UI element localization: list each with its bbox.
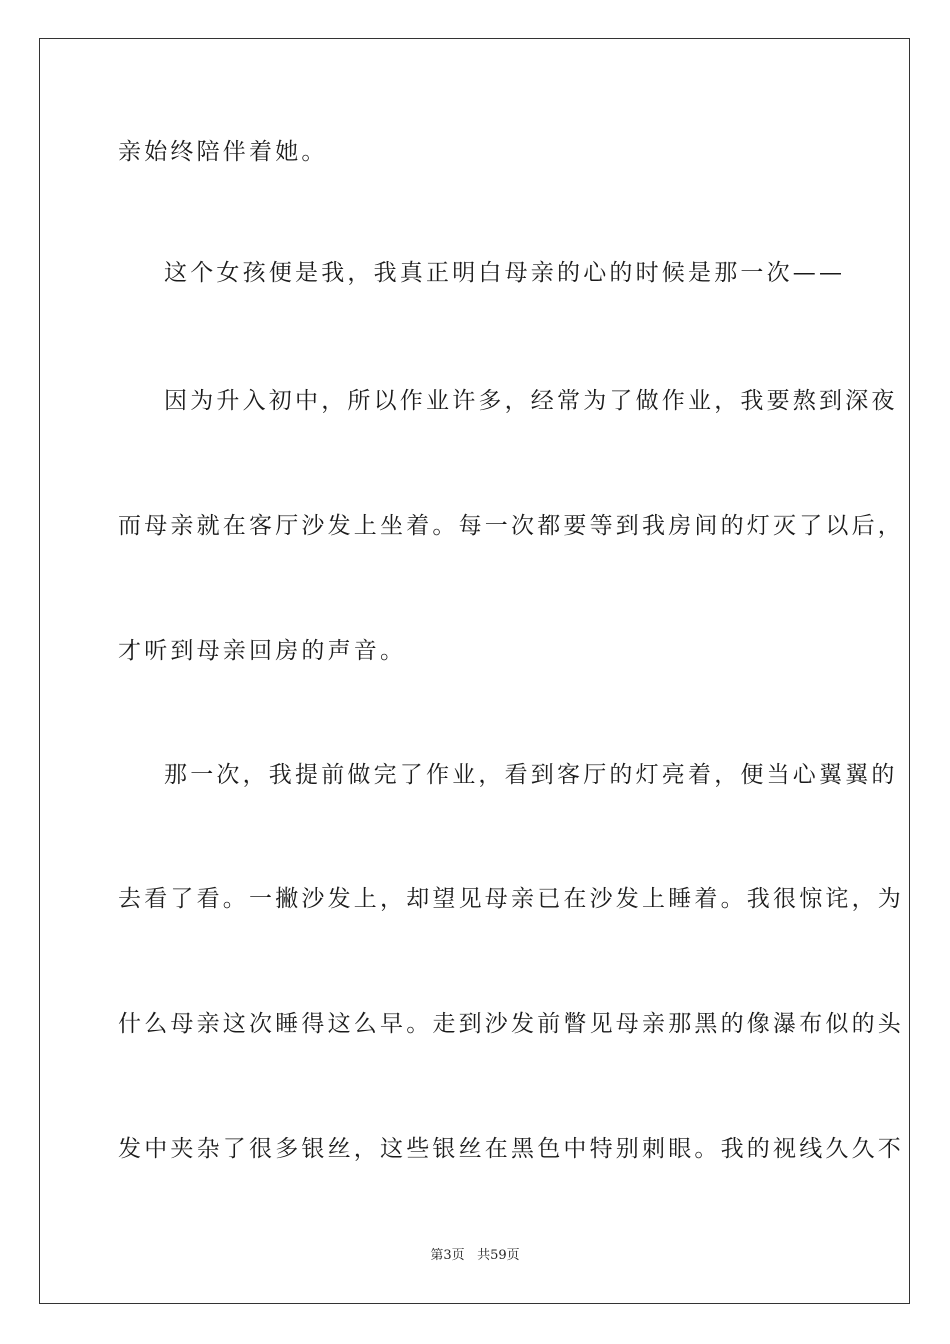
paragraph-2-line-1: 因为升入初中，所以作业许多，经常为了做作业，我要熬到深夜 — [164, 388, 898, 414]
page-footer — [0, 1246, 950, 1266]
page-border — [39, 38, 910, 1304]
paragraph-3-line-1: 那一次，我提前做完了作业，看到客厅的灯亮着，便当心翼翼的 — [164, 762, 898, 788]
text-line-1: 亲始终陪伴着她。 — [118, 139, 328, 165]
paragraph-3-line-3: 什么母亲这次睡得这么早。走到沙发前瞥见母亲那黑的像瀑布似的头 — [118, 1011, 904, 1037]
total-pages: 共59页 — [477, 1248, 520, 1263]
paragraph-2-line-3: 才听到母亲回房的声音。 — [118, 638, 407, 664]
paragraph-1-line-1: 这个女孩便是我，我真正明白母亲的心的时候是那一次—— — [164, 260, 846, 286]
page-number: 第3页 — [430, 1248, 465, 1263]
paragraph-3-line-4: 发中夹杂了很多银丝，这些银丝在黑色中特别刺眼。我的视线久久不 — [118, 1136, 904, 1162]
paragraph-2-line-2: 而母亲就在客厅沙发上坐着。每一次都要等到我房间的灯灭了以后， — [118, 513, 904, 539]
paragraph-3-line-2: 去看了看。一撇沙发上，却望见母亲已在沙发上睡着。我很惊诧，为 — [118, 886, 904, 912]
